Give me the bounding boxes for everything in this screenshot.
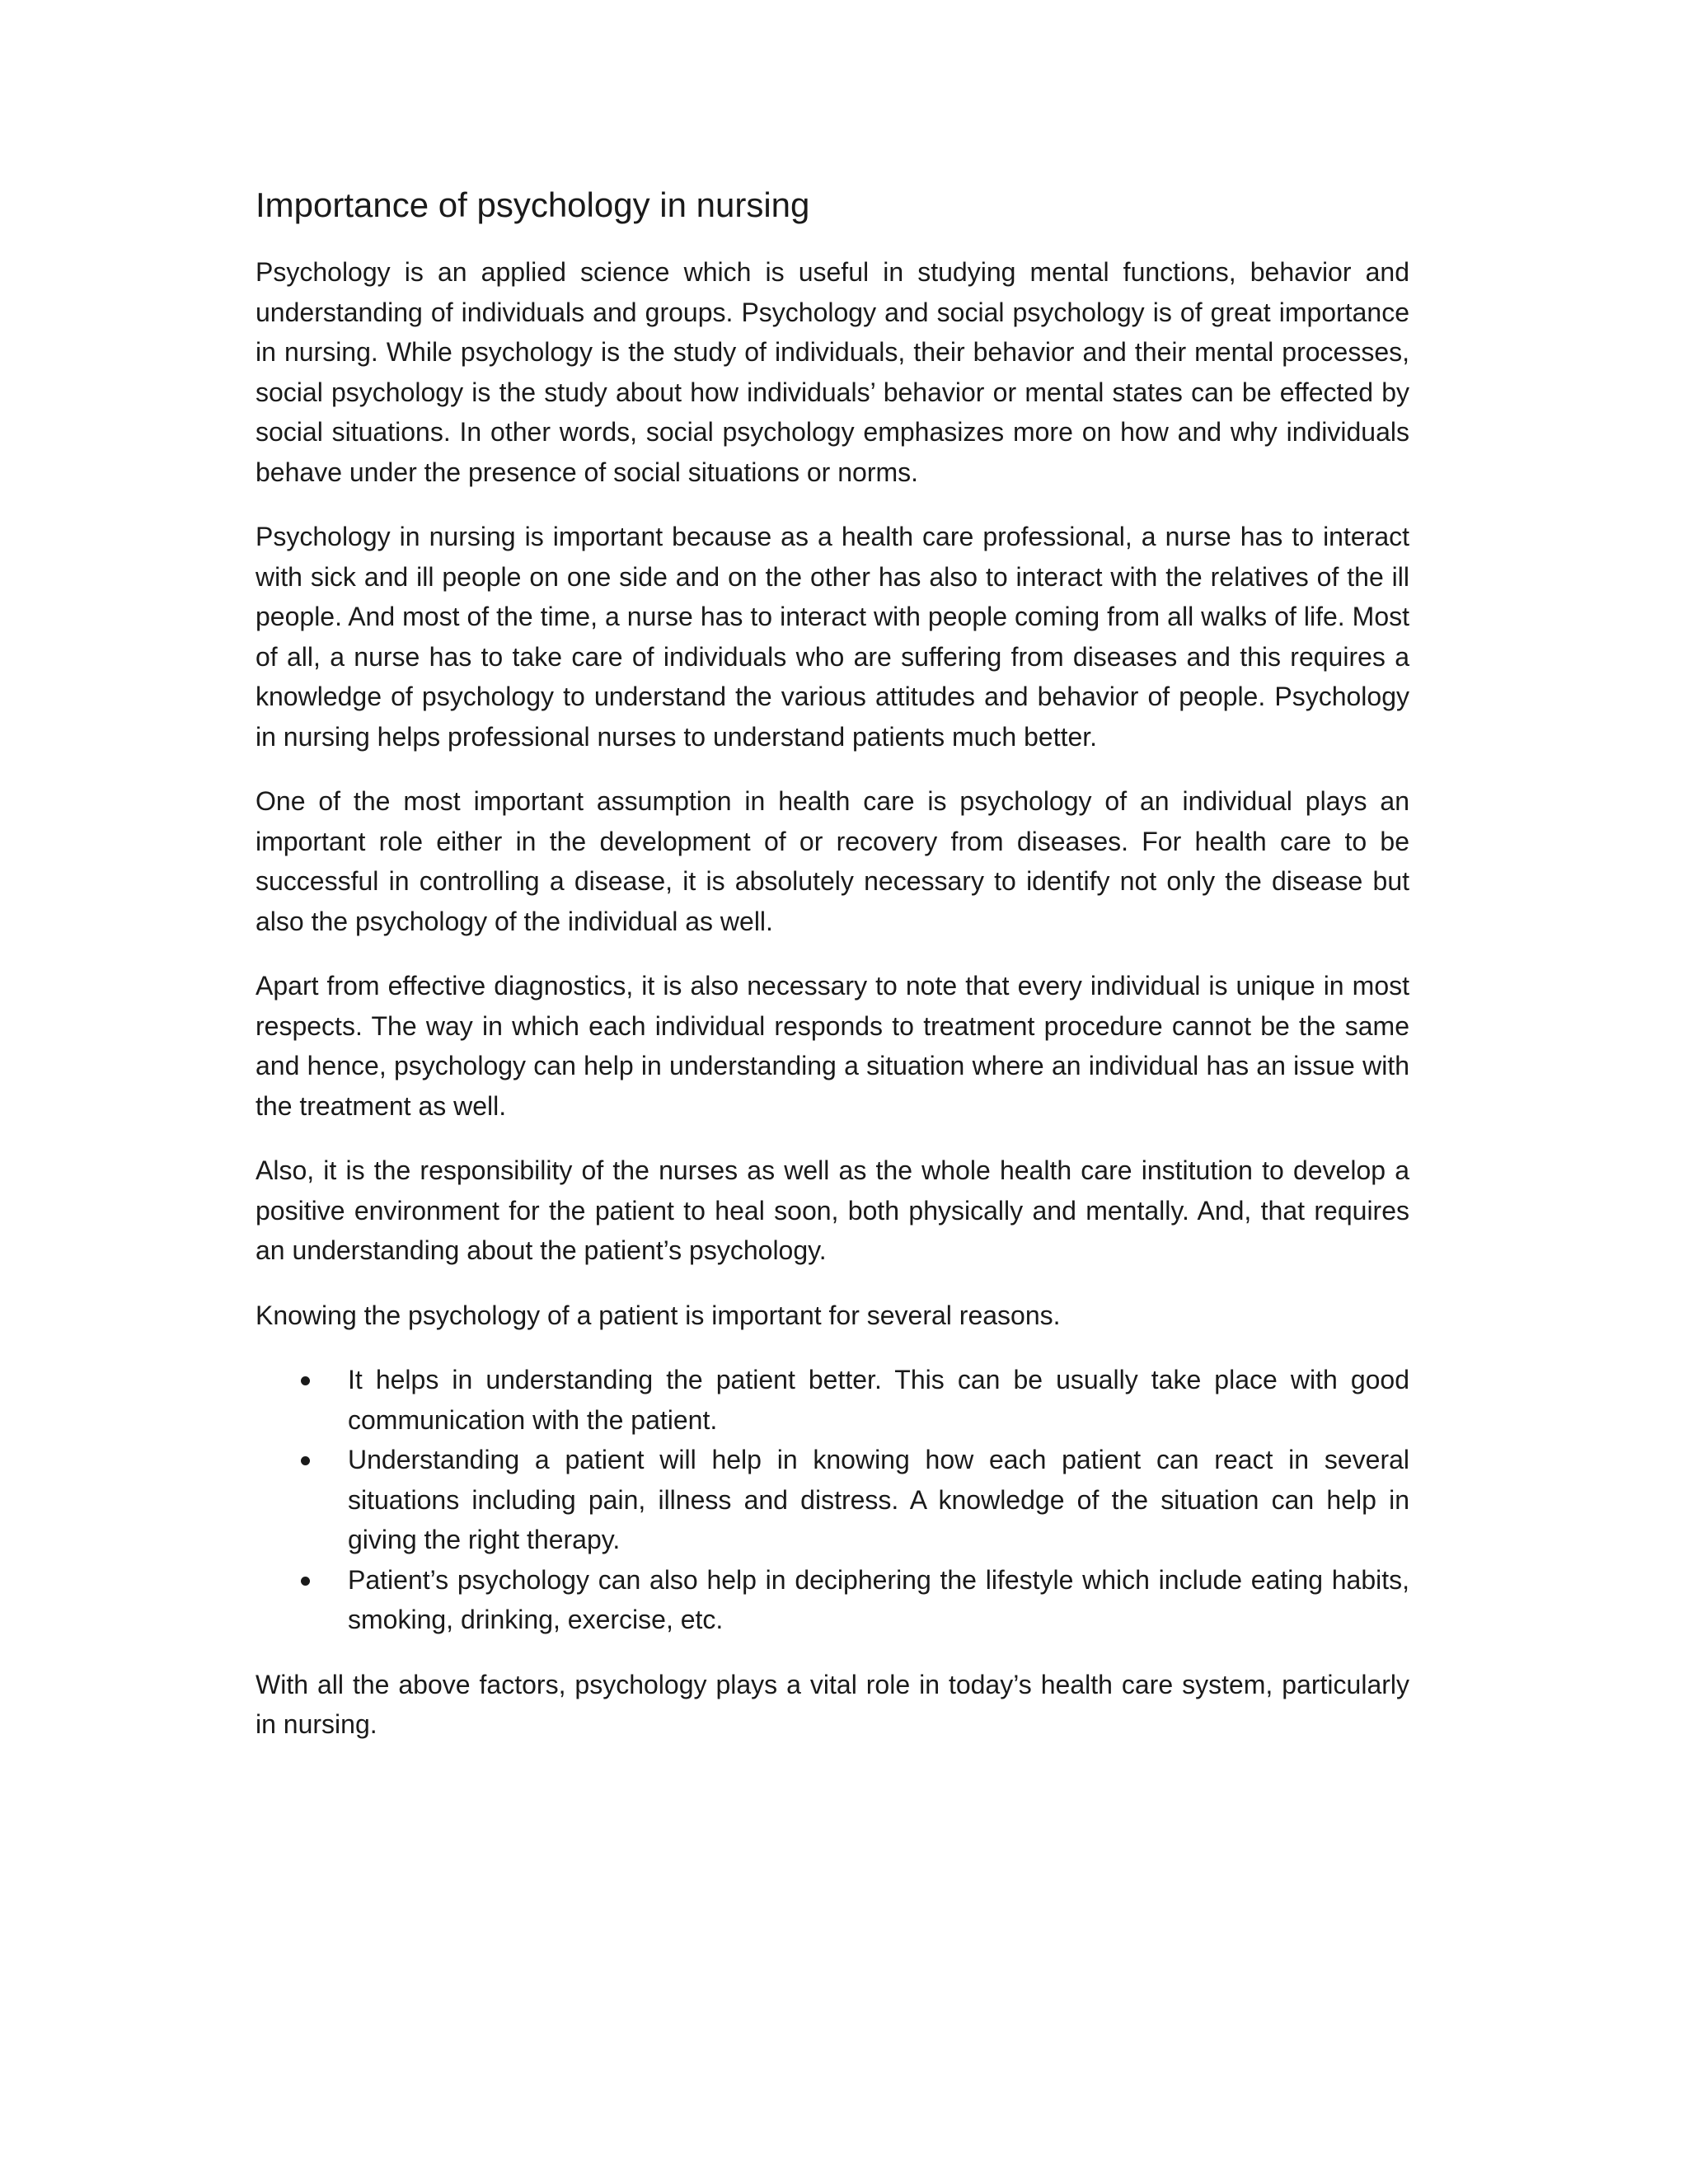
list-item <box>256 1560 1409 1640</box>
list-item-text: It helps in understanding the patient better. This can be usually take place with good communication with the patient. <box>348 1365 1409 1435</box>
document-page <box>256 181 1409 1769</box>
list-item-text: Understanding a patient will help in knowing how each patient can react in several situations including pain, illness and distress. A knowledge of the situation can help in giving the right therapy. <box>348 1445 1409 1554</box>
bullet-icon <box>301 1456 310 1465</box>
paragraph-definition: Psychology is an applied science which is useful in studying mental functions, behavior and understanding of individuals and groups. Psychology and social psychology is of great importance in nursing. While psychology is the study of individuals, their behavior and their mental processes, social psychology is the study about how individuals’ behavior or mental states can be effected by social situations. In other words, social psychology emphasizes more on how and why individuals behave under the presence of social situations or norms. <box>256 257 1409 487</box>
bullet-icon <box>301 1376 310 1385</box>
list-item <box>256 1360 1409 1440</box>
paragraph-conclusion: With all the above factors, psychology plays a vital role in today’s health care system, particularly in nursing. <box>256 1669 1409 1739</box>
paragraph-diagnostics: Apart from effective diagnostics, it is also necessary to note that every individual is unique in most respects. The way in which each individual responds to treatment procedure cannot be the same and hence, psychology can help in understanding a situation where an individual has an issue with the treatment as well. <box>256 971 1409 1121</box>
list-item-text: Patient’s psychology can also help in deciphering the lifestyle which include eating habits, smoking, drinking, exercise, etc. <box>348 1564 1409 1634</box>
reasons-list <box>256 1360 1409 1640</box>
paragraph-nursing-importance: Psychology in nursing is important because as a health care professional, a nurse has to interact with sick and ill people on one side and on the other has also to interact with the relatives of the ill people. And most of the time, a nurse has to interact with people coming from all walks of life. Most of all, a nurse has to take care of individuals who are suffering from diseases and this requires a knowledge of psychology to understand the various attitudes and behavior of people. Psychology in nursing helps professional nurses to understand patients much better. <box>256 522 1409 752</box>
list-item <box>256 1440 1409 1560</box>
paragraph-health-care-assumption: One of the most important assumption in health care is psychology of an individual plays an important role either in the development of or recovery from diseases. For health care to be successful in controlling a disease, it is absolutely necessary to identify not only the disease but also the psychology of the individual as well. <box>256 786 1409 936</box>
document-title: Importance of psychology in nursing <box>256 185 810 224</box>
paragraph-reasons-intro: Knowing the psychology of a patient is important for several reasons. <box>256 1300 1061 1330</box>
paragraph-responsibility: Also, it is the responsibility of the nurses as well as the whole health care institution to develop a positive environment for the patient to heal soon, both physically and mentally. And, that requires an understanding about the patient’s psychology. <box>256 1155 1409 1265</box>
bullet-icon <box>301 1577 310 1586</box>
